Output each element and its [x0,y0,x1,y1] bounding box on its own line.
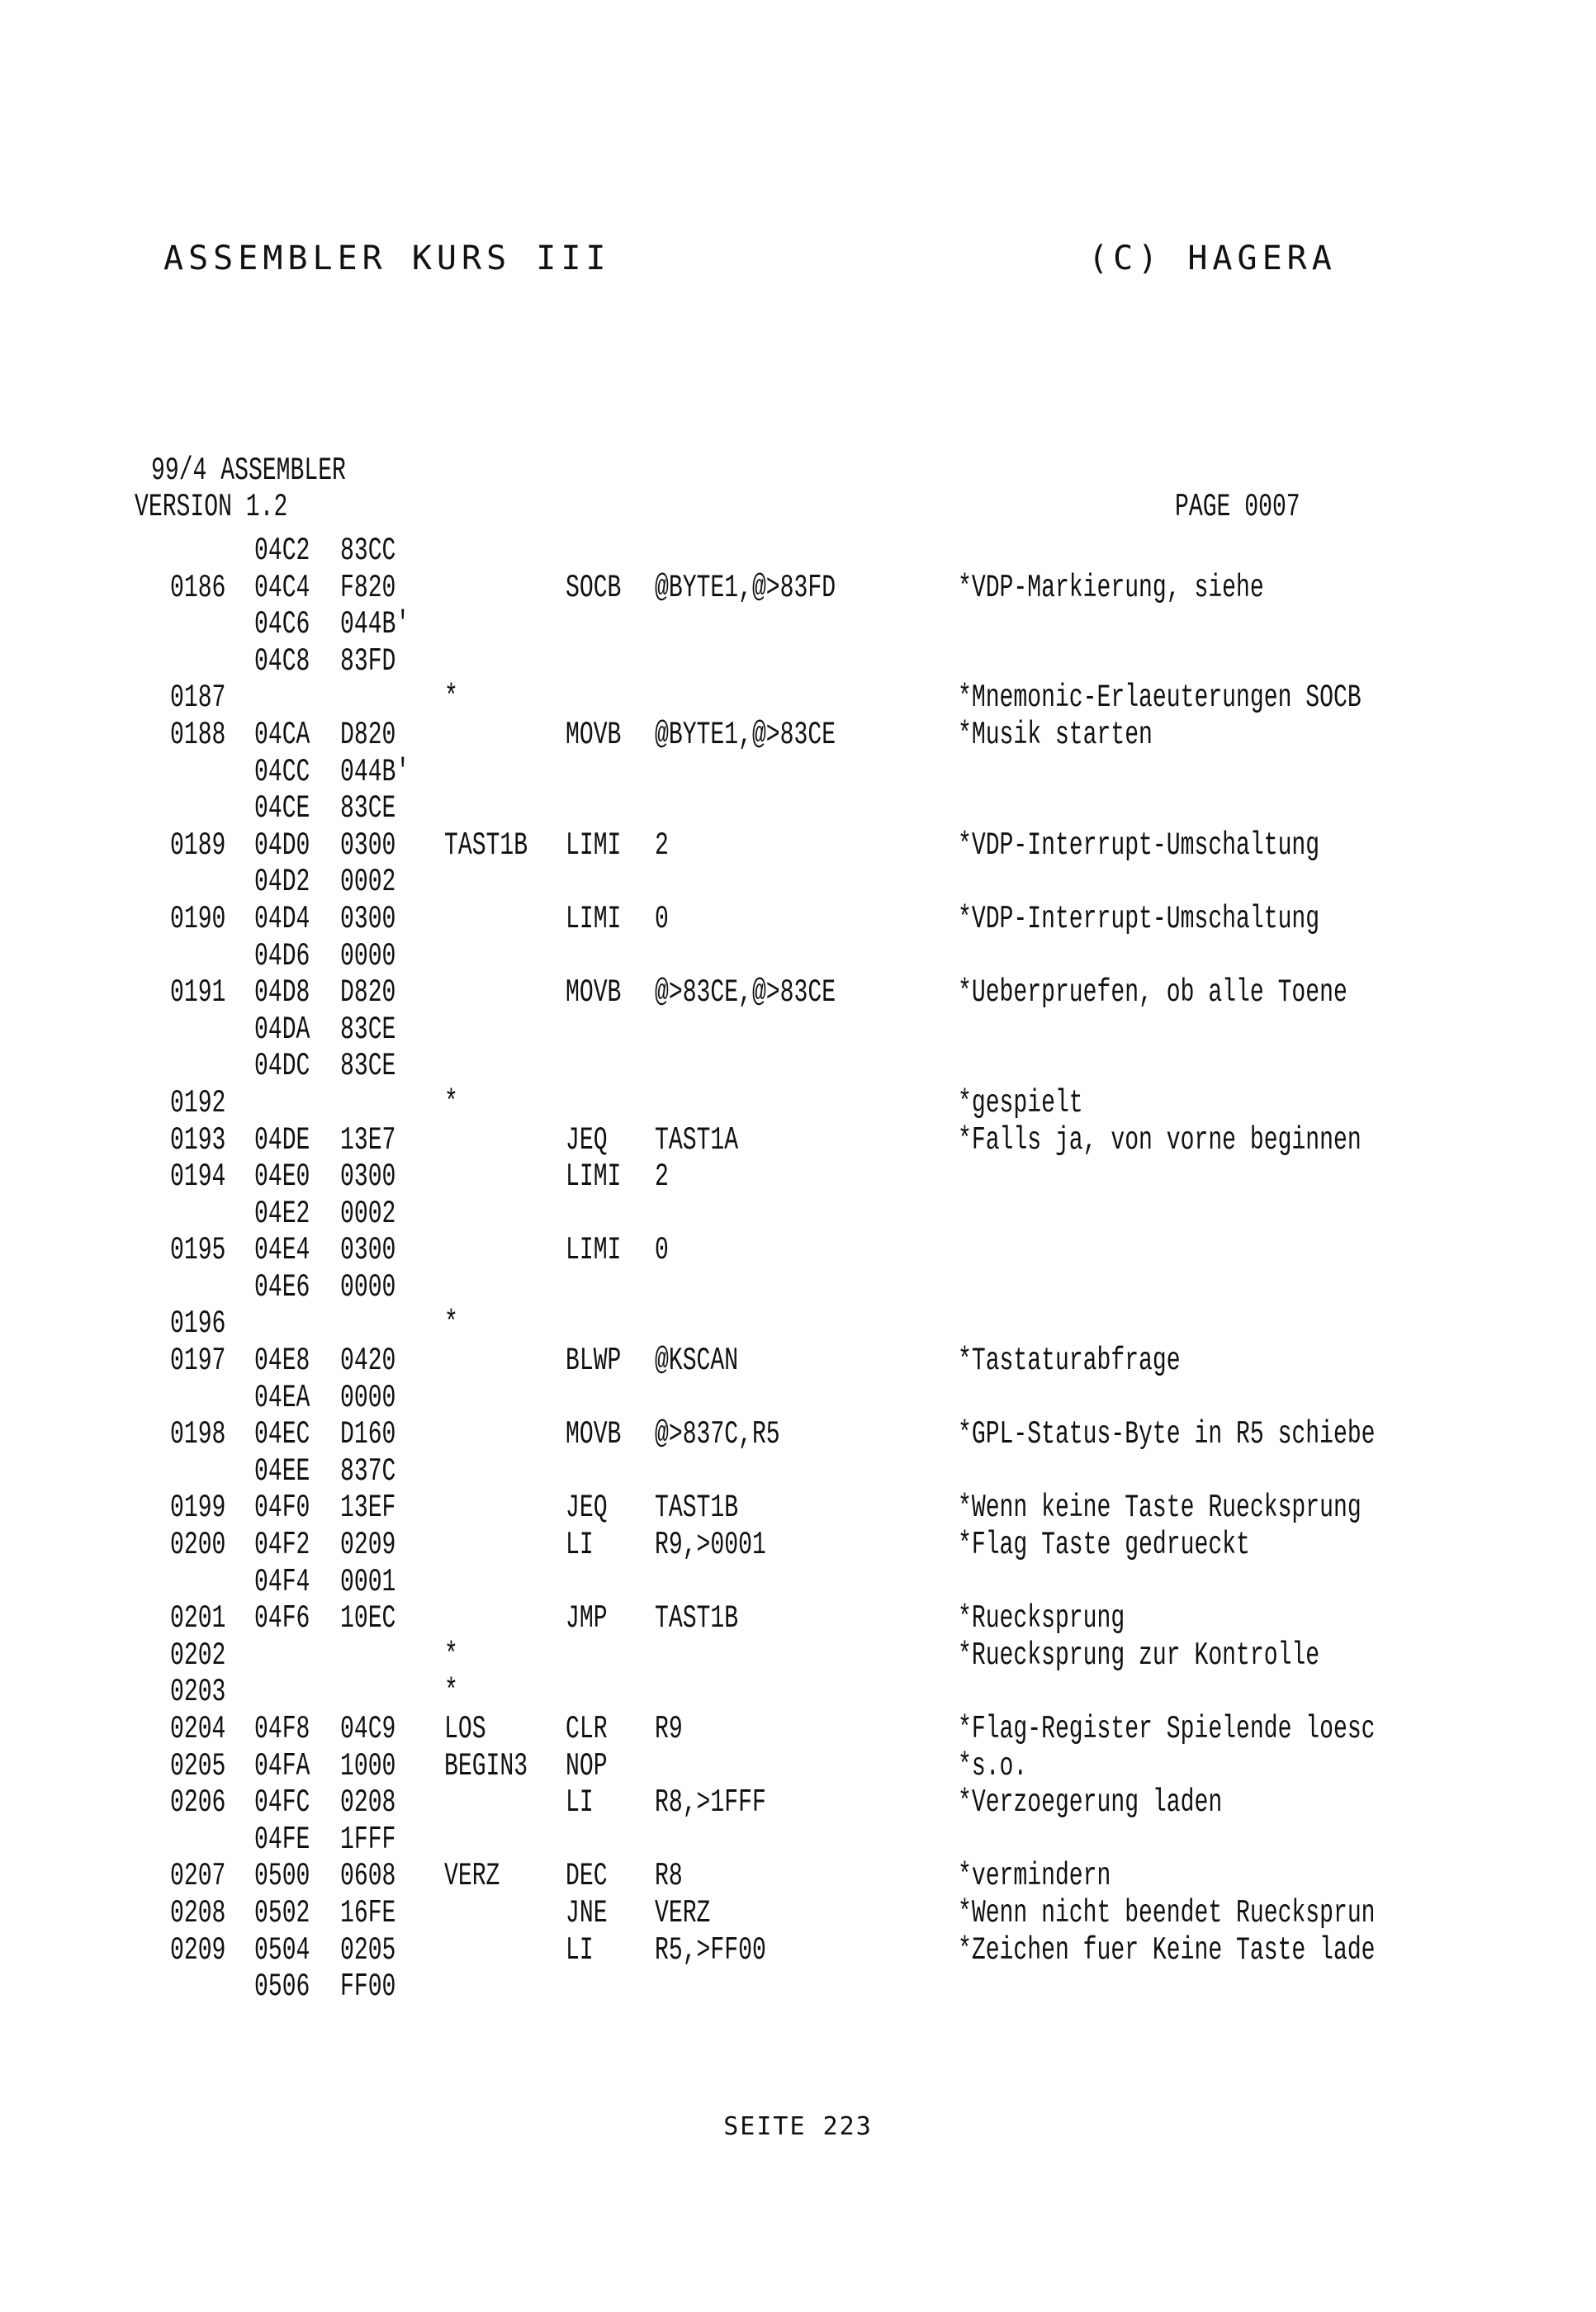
object-code: 13E7 [340,1121,396,1158]
listing-row [0,790,1596,827]
object-code: 04C9 [340,1711,396,1747]
comment: *Ueberpruefen, ob alle Toene [958,974,1347,1012]
comment: *Flag-Register Spielende loesc [958,1711,1376,1747]
mnemonic: MOVB [566,1416,622,1453]
address: 04CE [254,790,310,827]
line-number: 0205 [170,1747,226,1784]
header-title: ASSEMBLER KURS III [163,239,611,277]
object-code: 0208 [340,1784,396,1822]
line-number: 0186 [170,569,226,606]
operand: TAST1B [655,1490,739,1527]
address: 04CA [254,716,310,753]
listing-row [0,1012,1596,1049]
listing-row [0,1600,1596,1637]
comment: *Flag Taste gedrueckt [958,1527,1250,1564]
operand: @>83CE,@>83CE [655,974,836,1012]
listing-row [0,1711,1596,1748]
address: 04EA [254,1379,310,1416]
assembler-listing [0,533,1596,2006]
object-code: 0002 [340,864,396,901]
address: 04DC [254,1048,310,1085]
listing-row [0,1305,1596,1343]
address: 04EE [254,1452,310,1490]
object-code: 0209 [340,1527,396,1564]
mnemonic: SOCB [566,569,622,606]
line-number: 0206 [170,1784,226,1822]
mnemonic: JEQ [566,1490,608,1527]
object-code: 0002 [340,1195,396,1232]
comment: *Ruecksprung [958,1600,1125,1637]
object-code: D820 [340,974,396,1012]
object-code: 1000 [340,1747,396,1784]
object-code: 0300 [340,827,396,864]
address: 04D2 [254,864,310,901]
listing-row [0,680,1596,717]
line-number: 0199 [170,1490,226,1527]
address: 04F8 [254,1711,310,1747]
comment: *Verzoegerung laden [958,1784,1223,1822]
object-code: 0300 [340,900,396,937]
mnemonic: MOVB [566,974,622,1012]
line-number: 0190 [170,900,226,937]
line-number: 0189 [170,827,226,864]
address: 0506 [254,1969,310,2006]
object-code: 044B' [340,753,410,790]
object-code: 044B' [340,606,410,643]
address: 0502 [254,1894,310,1931]
listing-row [0,1122,1596,1159]
line-number: 0203 [170,1674,226,1711]
listing-row [0,1932,1596,1969]
operand: @KSCAN [655,1343,739,1380]
page-footer: SEITE 223 [723,2112,873,2141]
mnemonic: LI [566,1931,594,1969]
listing-row [0,1232,1596,1269]
object-code: 837C [340,1452,396,1490]
address: 04F0 [254,1490,310,1527]
comment: *Musik starten [958,716,1153,753]
address: 04D0 [254,827,310,864]
address: 04C2 [254,533,310,569]
line-number: 0191 [170,974,226,1012]
listing-row [0,1196,1596,1233]
listing-row [0,1822,1596,1859]
comment: *gespielt [958,1084,1083,1121]
listing-row [0,1453,1596,1490]
object-code: 0608 [340,1858,396,1895]
mnemonic: MOVB [566,716,622,753]
line-number: 0201 [170,1600,226,1637]
listing-row [0,717,1596,754]
line-number: 0192 [170,1084,226,1121]
line-number: 0198 [170,1416,226,1453]
address: 04D4 [254,900,310,937]
address: 04C8 [254,642,310,680]
address: 04E2 [254,1195,310,1232]
listing-row [0,901,1596,938]
object-code: 83CE [340,1048,396,1085]
operand: TAST1A [655,1121,739,1158]
address: 04C4 [254,569,310,606]
comment: *Zeichen fuer Keine Taste lade [958,1931,1376,1969]
comment: *s.o. [958,1747,1028,1784]
listing-row [0,1564,1596,1601]
address: 0504 [254,1931,310,1969]
source-label: * [444,1084,458,1121]
object-code: 0000 [340,1268,396,1305]
mnemonic: NOP [566,1747,608,1784]
object-code: F820 [340,569,396,606]
object-code: 1FFF [340,1821,396,1858]
object-code: 0420 [340,1343,396,1380]
address: 04DA [254,1011,310,1048]
listing-row [0,1343,1596,1380]
listing-row [0,1969,1596,2006]
mnemonic: BLWP [566,1343,622,1380]
line-number: 0197 [170,1343,226,1380]
comment: *Ruecksprung zur Kontrolle [958,1637,1320,1674]
source-label: TAST1B [444,827,528,864]
object-code: FF00 [340,1969,396,2006]
page-header [0,239,1596,281]
operand: R8,>1FFF [655,1784,766,1822]
mnemonic: CLR [566,1711,608,1747]
listing-row [0,570,1596,607]
page-number: PAGE 0007 [1175,489,1300,525]
listing-row [0,1637,1596,1675]
operand: 2 [655,1158,669,1196]
address: 04E0 [254,1158,310,1196]
listing-row [0,827,1596,865]
object-code: 83CC [340,533,396,569]
line-number: 0195 [170,1232,226,1269]
address: 0500 [254,1858,310,1895]
line-number: 0200 [170,1527,226,1564]
listing-row [0,1858,1596,1895]
address: 04E8 [254,1343,310,1380]
listing-row [0,938,1596,975]
address: 04EC [254,1416,310,1453]
source-label: VERZ [444,1858,500,1895]
mnemonic: LIMI [566,1232,622,1269]
listing-row [0,1085,1596,1122]
listing-row [0,643,1596,680]
comment: *Mnemonic-Erlaeuterungen SOCB [958,680,1362,717]
comment: *VDP-Interrupt-Umschaltung [958,900,1320,937]
operand: R9,>0001 [655,1527,766,1564]
mnemonic: JMP [566,1600,608,1637]
source-label: * [444,1637,458,1674]
address: 04C6 [254,606,310,643]
line-number: 0188 [170,716,226,753]
listing-row [0,1269,1596,1306]
line-number: 0187 [170,680,226,717]
comment: *Wenn nicht beendet Ruecksprun [958,1894,1376,1931]
listing-row [0,974,1596,1012]
address: 04D8 [254,974,310,1012]
line-number: 0196 [170,1305,226,1343]
listing-row [0,1674,1596,1711]
listing-row [0,1416,1596,1453]
operand: R9 [655,1711,683,1747]
mnemonic: JNE [566,1894,608,1931]
listing-row [0,1158,1596,1196]
source-label: BEGIN3 [444,1747,528,1784]
object-code: 0300 [340,1158,396,1196]
line-number: 0209 [170,1931,226,1969]
mnemonic: LIMI [566,900,622,937]
address: 04FE [254,1821,310,1858]
address: 04D6 [254,937,310,974]
object-code: 83FD [340,642,396,680]
address: 04E4 [254,1232,310,1269]
object-code: 0001 [340,1563,396,1600]
operand: 0 [655,1232,669,1269]
listing-row [0,1490,1596,1527]
listing-row [0,1380,1596,1417]
object-code: 16FE [340,1894,396,1931]
address: 04F2 [254,1527,310,1564]
comment: *Tastaturabfrage [958,1343,1181,1380]
assembler-version: VERSION 1.2 [135,489,288,525]
object-code: D820 [340,716,396,753]
address: 04CC [254,753,310,790]
object-code: 83CE [340,790,396,827]
mnemonic: LIMI [566,827,622,864]
listing-row [0,1784,1596,1822]
listing-row [0,1048,1596,1085]
operand: @BYTE1,@>83CE [655,716,836,753]
line-number: 0204 [170,1711,226,1747]
object-code: 13EF [340,1490,396,1527]
line-number: 0207 [170,1858,226,1895]
address: 04F6 [254,1600,310,1637]
object-code: 0205 [340,1931,396,1969]
operand: VERZ [655,1894,711,1931]
address: 04E6 [254,1268,310,1305]
listing-row [0,1527,1596,1564]
comment: *VDP-Interrupt-Umschaltung [958,827,1320,864]
operand: R8 [655,1858,683,1895]
address: 04FC [254,1784,310,1822]
operand: TAST1B [655,1600,739,1637]
listing-row [0,1748,1596,1785]
address: 04DE [254,1121,310,1158]
object-code: 0000 [340,937,396,974]
line-number: 0208 [170,1894,226,1931]
operand: R5,>FF00 [655,1931,766,1969]
comment: *GPL-Status-Byte in R5 schiebe [958,1416,1376,1453]
mnemonic: DEC [566,1858,608,1895]
address: 04F4 [254,1563,310,1600]
object-code: 0300 [340,1232,396,1269]
source-label: * [444,1674,458,1711]
operand: 2 [655,827,669,864]
object-code: D160 [340,1416,396,1453]
source-label: LOS [444,1711,486,1747]
listing-row [0,754,1596,791]
mnemonic: LI [566,1527,594,1564]
listing-row [0,864,1596,901]
listing-row [0,533,1596,570]
header-copyright: (C) HAGERA [1088,239,1337,277]
object-code: 10EC [340,1600,396,1637]
assembler-name: 99/4 ASSEMBLER [151,452,346,489]
comment: *VDP-Markierung, siehe [958,569,1264,606]
listing-row [0,1895,1596,1932]
object-code: 83CE [340,1011,396,1048]
operand: 0 [655,900,669,937]
comment: *Wenn keine Taste Ruecksprung [958,1490,1362,1527]
mnemonic: JEQ [566,1121,608,1158]
source-label: * [444,1305,458,1343]
address: 04FA [254,1747,310,1784]
line-number: 0202 [170,1637,226,1674]
source-label: * [444,680,458,717]
mnemonic: LI [566,1784,594,1822]
object-code: 0000 [340,1379,396,1416]
line-number: 0193 [170,1121,226,1158]
line-number: 0194 [170,1158,226,1196]
comment: *vermindern [958,1858,1111,1895]
mnemonic: LIMI [566,1158,622,1196]
operand: @>837C,R5 [655,1416,780,1453]
comment: *Falls ja, von vorne beginnen [958,1121,1362,1158]
operand: @BYTE1,@>83FD [655,569,836,606]
listing-row [0,606,1596,643]
